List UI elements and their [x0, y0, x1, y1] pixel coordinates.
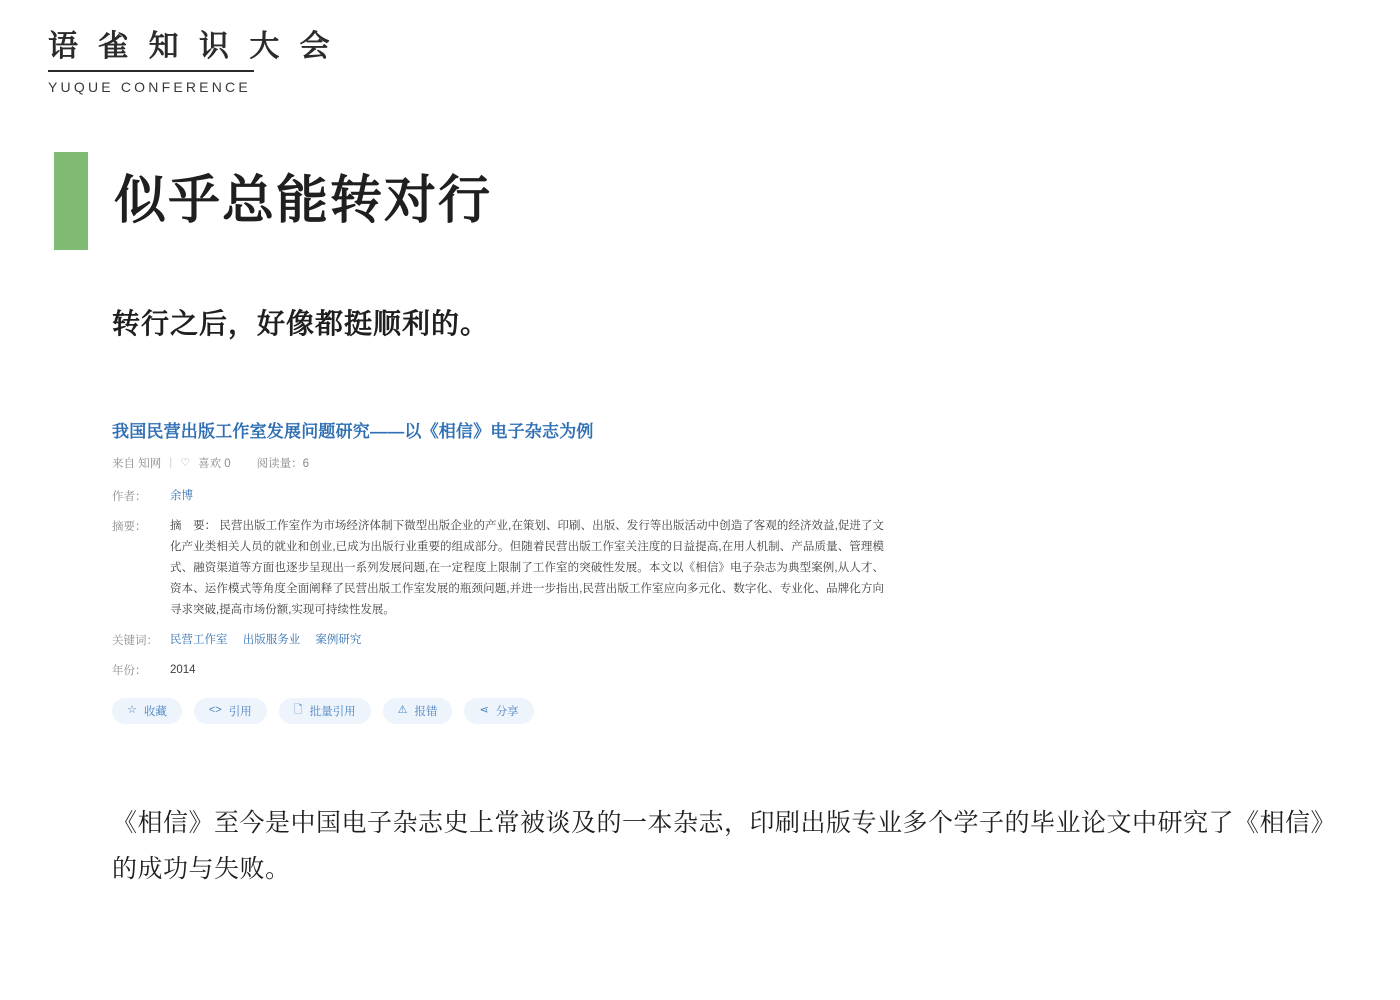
keywords-label: 关键词：	[112, 634, 158, 647]
year-label: 年份：	[112, 665, 147, 678]
meta-separator: |	[169, 456, 173, 469]
author-row	[112, 486, 884, 507]
keyword-item[interactable]: 民营工作室	[170, 633, 228, 646]
brand-divider	[48, 70, 254, 72]
quote-button[interactable]	[194, 698, 267, 724]
citation-fields	[112, 486, 884, 682]
like-count: 喜欢 0	[198, 457, 231, 470]
year-value: 2014	[170, 664, 196, 677]
report-error-button-label: 报错	[414, 705, 438, 718]
report-error-button[interactable]	[383, 698, 453, 724]
keyword-item[interactable]: 出版服务业	[242, 633, 301, 646]
citation-actions	[112, 698, 884, 724]
quote-button-label: 引用	[228, 705, 252, 718]
brand-title-cn: 语 雀 知 识 大 会	[48, 30, 336, 63]
page-title: 似乎总能转对行	[114, 172, 493, 230]
favorite-button-label: 收藏	[143, 705, 167, 718]
title-accent-bar	[54, 152, 88, 250]
citation-meta	[112, 455, 884, 471]
citation-title[interactable]: 我国民营出版工作室发展问题研究——以《相信》电子杂志为例	[112, 422, 594, 441]
citation-source: 来自 知网	[112, 457, 162, 470]
brand-logo	[48, 28, 336, 95]
author-label: 作者：	[112, 490, 147, 503]
read-count: 阅读量：6	[256, 457, 310, 470]
batch-quote-icon: 🗋	[293, 704, 303, 717]
share-button-label: 分享	[495, 705, 519, 718]
brand-title-en: YUQUE CONFERENCE	[48, 78, 251, 95]
closing-paragraph: 《相信》至今是中国电子杂志史上常被谈及的一本杂志，印刷出版专业多个学子的毕业论文中研究了《相信》的成功与失败。	[112, 809, 1337, 884]
keywords-value	[170, 630, 884, 651]
citation-card	[112, 420, 884, 724]
abstract-value: 摘 要： 民营出版工作室作为市场经济体制下微型出版企业的产业,在策划、印刷、出版、发行等出版活动中创造了客观的经济效益,促进了文化产业类相关人员的就业和创业,已成为出版行业重要的组成部分。但随着民营出版工作室关注度的日益提高,在用人机制、产品质量、管理模式、融资渠道等方面也逐步呈现出一系列发展问题,在一定程度上限制了工作室的突破性发展。本文以《相信》电子杂志为典型案例,从人才、资本、运作模式等角度全面阐释了民营出版工作室发展的瓶颈问题,并进一步指出,民营出版工作室应向多元化、数字化、专业化、品牌化方向寻求突破,提高市场份额,实现可持续性发展。	[170, 520, 884, 616]
batch-quote-button[interactable]	[279, 698, 371, 724]
share-button[interactable]	[464, 698, 533, 724]
author-value[interactable]: 余博	[170, 489, 193, 502]
page-title-block	[54, 152, 492, 250]
heart-icon[interactable]: ♡	[180, 457, 191, 470]
year-row	[112, 660, 884, 681]
share-icon: ⋖	[479, 704, 489, 717]
star-icon: ☆	[127, 704, 137, 717]
keywords-row	[112, 630, 884, 651]
warning-icon: ⚠	[397, 704, 408, 717]
favorite-button[interactable]	[112, 698, 182, 724]
keyword-item[interactable]: 案例研究	[315, 633, 362, 646]
lead-paragraph: 转行之后，好像都挺顺利的。	[112, 308, 490, 339]
abstract-label: 摘要：	[112, 521, 147, 534]
code-quote-icon: <>	[208, 704, 222, 717]
batch-quote-button-label: 批量引用	[309, 705, 356, 718]
abstract-row	[112, 516, 884, 621]
